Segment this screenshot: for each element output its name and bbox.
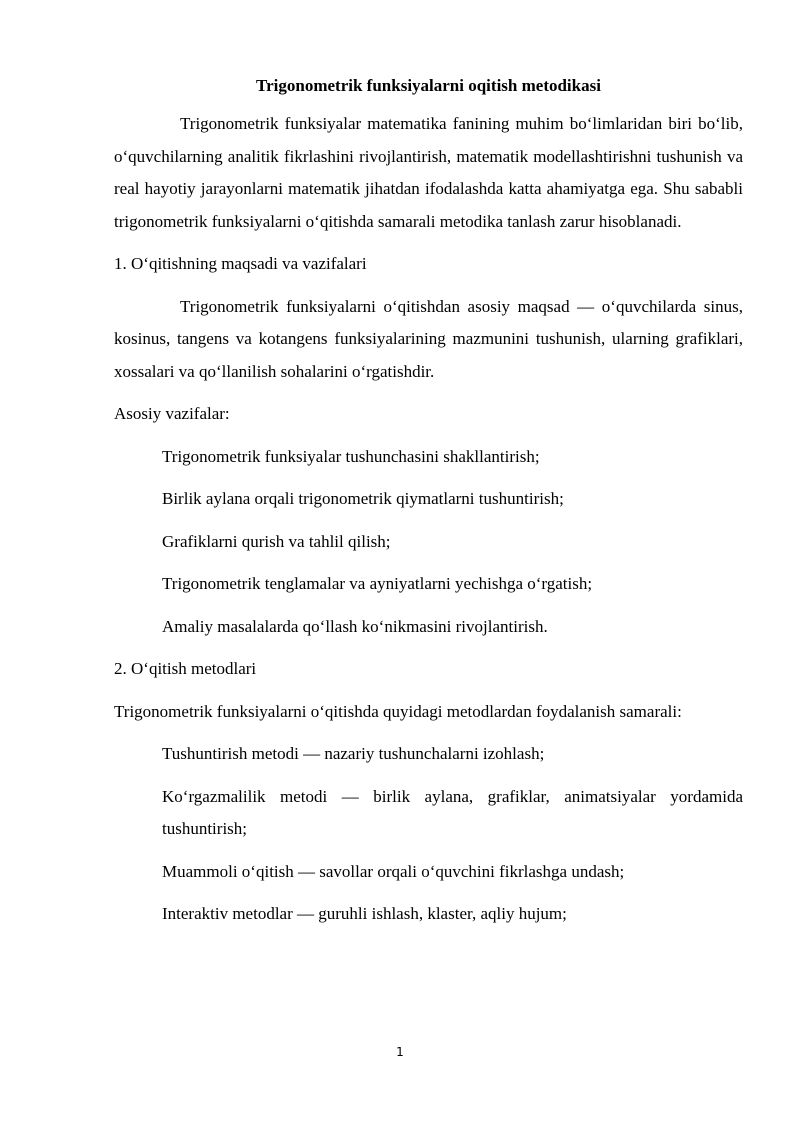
list-item: Birlik aylana orqali trigonometrik qiymatlarni tushuntirish; <box>162 489 564 508</box>
section-2-heading: 2. O‘qitish metodlari <box>114 659 257 678</box>
section-2-paragraph: Trigonometrik funksiyalarni o‘qitishda quyidagi metodlardan foydalanish samarali: <box>114 701 682 721</box>
list-item: Grafiklarni qurish va tahlil qilish; <box>162 531 391 551</box>
tasks-heading: Asosiy vazifalar: <box>114 404 230 423</box>
page-number: 1 <box>396 1045 404 1059</box>
list-item: Amaliy masalalarda qo‘llash ko‘nikmasini rivojlantirish. <box>162 616 548 636</box>
list-item: Tushuntirish metodi — nazariy tushunchalarni izohlash; <box>162 744 545 763</box>
list-item: Muammoli o‘qitish — savollar orqali o‘quvchini fikrlashga undash; <box>162 861 625 881</box>
list-item: Interaktiv metodlar — guruhli ishlash, klaster, aqliy hujum; <box>162 904 567 923</box>
section-1-paragraph: Trigonometrik funksiyalarni o‘qitishdan asosiy maqsad — o‘quvchilarda sinus, kosinus, tangens va kotangens funksiyalarining mazmunini tushunish, ularning grafiklari, xossalari va qo‘llanilish sohalarini o‘rgatishdir. <box>114 296 743 381</box>
section-1-heading: 1. O‘qitishning maqsadi va vazifalari <box>114 254 367 273</box>
document-title: Trigonometrik funksiyalarni oqitish metodikasi <box>256 76 601 95</box>
list-item: Trigonometrik funksiyalar tushunchasini shakllantirish; <box>162 446 540 466</box>
list-item: Trigonometrik tenglamalar va ayniyatlarni yechishga o‘rgatish; <box>162 574 593 593</box>
intro-paragraph: Trigonometrik funksiyalar matematika fanining muhim bo‘limlaridan biri bo‘lib, o‘quvchilarning analitik fikrlashini rivojlantirish, matematik modellashtirishni tushunish va real hayotiy jarayonlarni matematik jihatdan ifodalashda katta ahamiyatga ega. Shu sababli trigonometrik funksiyalarni o‘qitishda samarali metodika tanlash zarur hisoblanadi. <box>114 114 743 231</box>
list-item: Ko‘rgazmalilik metodi — birlik aylana, grafiklar, animatsiyalar yordamida tushuntirish; <box>162 786 743 838</box>
